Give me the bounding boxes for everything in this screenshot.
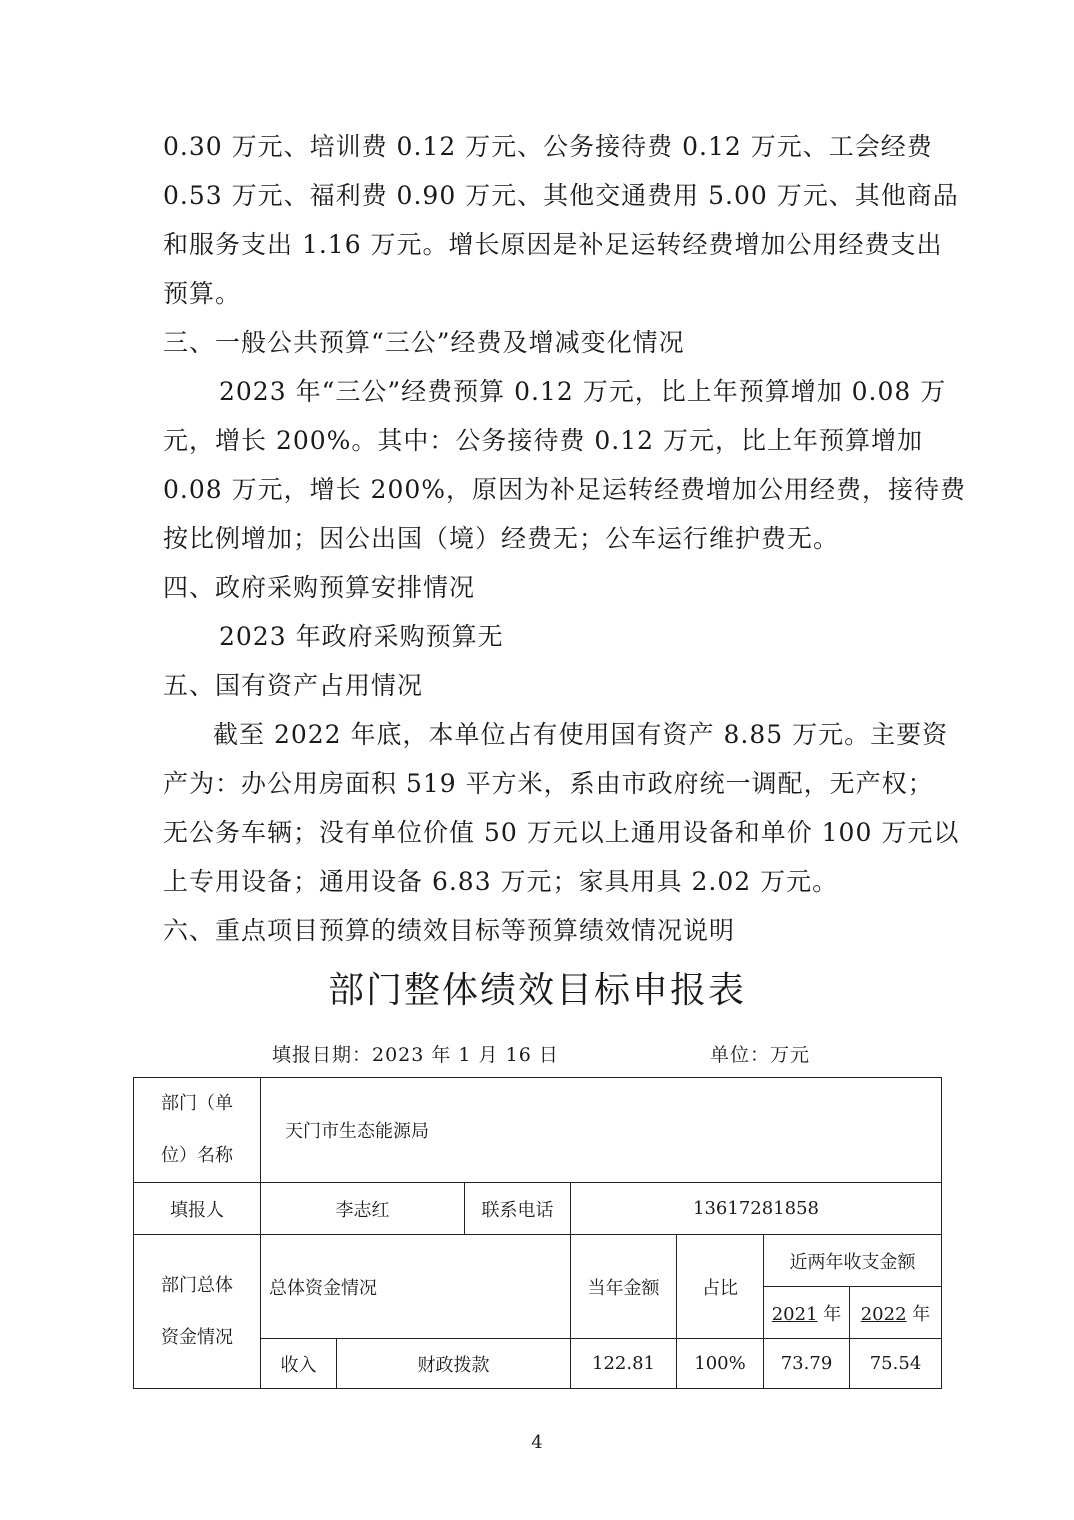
dept-name-cell: 天门市生态能源局 [261, 1078, 942, 1183]
table-row [134, 1183, 942, 1235]
year-2022-suffix: 年 [906, 1303, 931, 1325]
table-title: 部门整体绩效目标申报表 [327, 970, 746, 1011]
fill-date: 填报日期：2023 年 1 月 16 日 [272, 1044, 559, 1066]
section-heading-6: 六、重点项目预算的绩效目标等预算绩效情况说明 [163, 916, 736, 945]
pct-cell: 100% [677, 1339, 764, 1389]
paragraph-line: 产为：办公用房面积 519 平方米，系由市政府统一调配，无产权； [163, 769, 934, 798]
paragraph-line: 截至 2022 年底，本单位占有使用国有资产 8.85 万元。主要资 [213, 720, 949, 749]
paragraph-line: 预算。 [163, 279, 242, 308]
ratio-header: 占比 [677, 1235, 764, 1339]
section-heading-5: 五、国有资产占用情况 [163, 671, 424, 700]
paragraph-line: 和服务支出 1.16 万元。增长原因是补足运转经费增加公用经费支出 [163, 230, 943, 259]
filler-name-cell: 李志红 [261, 1183, 465, 1235]
value-2022-cell: 75.54 [850, 1339, 942, 1389]
section-heading-4: 四、政府采购预算安排情况 [163, 573, 476, 602]
table-row [134, 1078, 942, 1183]
year-2022-header [850, 1287, 942, 1339]
amount-cell: 122.81 [571, 1339, 677, 1389]
paragraph-line: 0.30 万元、培训费 0.12 万元、公务接待费 0.12 万元、工会经费 [163, 132, 933, 161]
current-amount-header: 当年金额 [571, 1235, 677, 1339]
paragraph-line: 元，增长 200%。其中：公务接待费 0.12 万元，比上年预算增加 [163, 426, 923, 455]
income-cell: 收入 [261, 1339, 337, 1389]
funds-label-cell [134, 1235, 261, 1389]
paragraph-line: 2023 年“三公”经费预算 0.12 万元，比上年预算增加 0.08 万 [219, 377, 947, 406]
phone-label-cell: 联系电话 [465, 1183, 571, 1235]
paragraph-line: 无公务车辆；没有单位价值 50 万元以上通用设备和单价 100 万元以 [163, 818, 960, 847]
fiscal-cell: 财政拨款 [337, 1339, 571, 1389]
table-row [134, 1235, 942, 1287]
paragraph-line: 0.53 万元、福利费 0.90 万元、其他交通费用 5.00 万元、其他商品 [163, 181, 959, 210]
paragraph-line: 按比例增加；因公出国（境）经费无；公车运行维护费无。 [163, 524, 840, 553]
dept-label-line: 位）名称 [161, 1145, 233, 1166]
funds-label-line: 资金情况 [161, 1326, 233, 1348]
dept-label-line: 部门（单 [161, 1093, 233, 1114]
total-funds-cell: 总体资金情况 [261, 1235, 571, 1339]
paragraph-line: 0.08 万元，增长 200%，原因为补足运转经费增加公用经费，接待费 [163, 475, 967, 504]
paragraph-line: 2023 年政府采购预算无 [219, 622, 504, 651]
two-year-header: 近两年收支金额 [764, 1235, 942, 1287]
year-2021-suffix: 年 [817, 1303, 842, 1325]
value-2021-cell: 73.79 [764, 1339, 850, 1389]
paragraph-line: 上专用设备；通用设备 6.83 万元；家具用具 2.02 万元。 [163, 867, 839, 896]
year-2021-number: 2021 [771, 1303, 818, 1325]
performance-table [133, 1077, 942, 1389]
body-text [163, 122, 967, 955]
dept-label-cell [134, 1078, 261, 1183]
filler-label-cell: 填报人 [134, 1183, 261, 1235]
section-heading-3: 三、一般公共预算“三公”经费及增减变化情况 [163, 328, 685, 357]
funds-label-line: 部门总体 [161, 1274, 233, 1296]
phone-value-cell: 13617281858 [571, 1183, 942, 1235]
year-2022-number: 2022 [860, 1303, 907, 1325]
page-number: 4 [531, 1432, 543, 1453]
year-2021-header [764, 1287, 850, 1339]
unit-label: 单位：万元 [710, 1044, 811, 1066]
